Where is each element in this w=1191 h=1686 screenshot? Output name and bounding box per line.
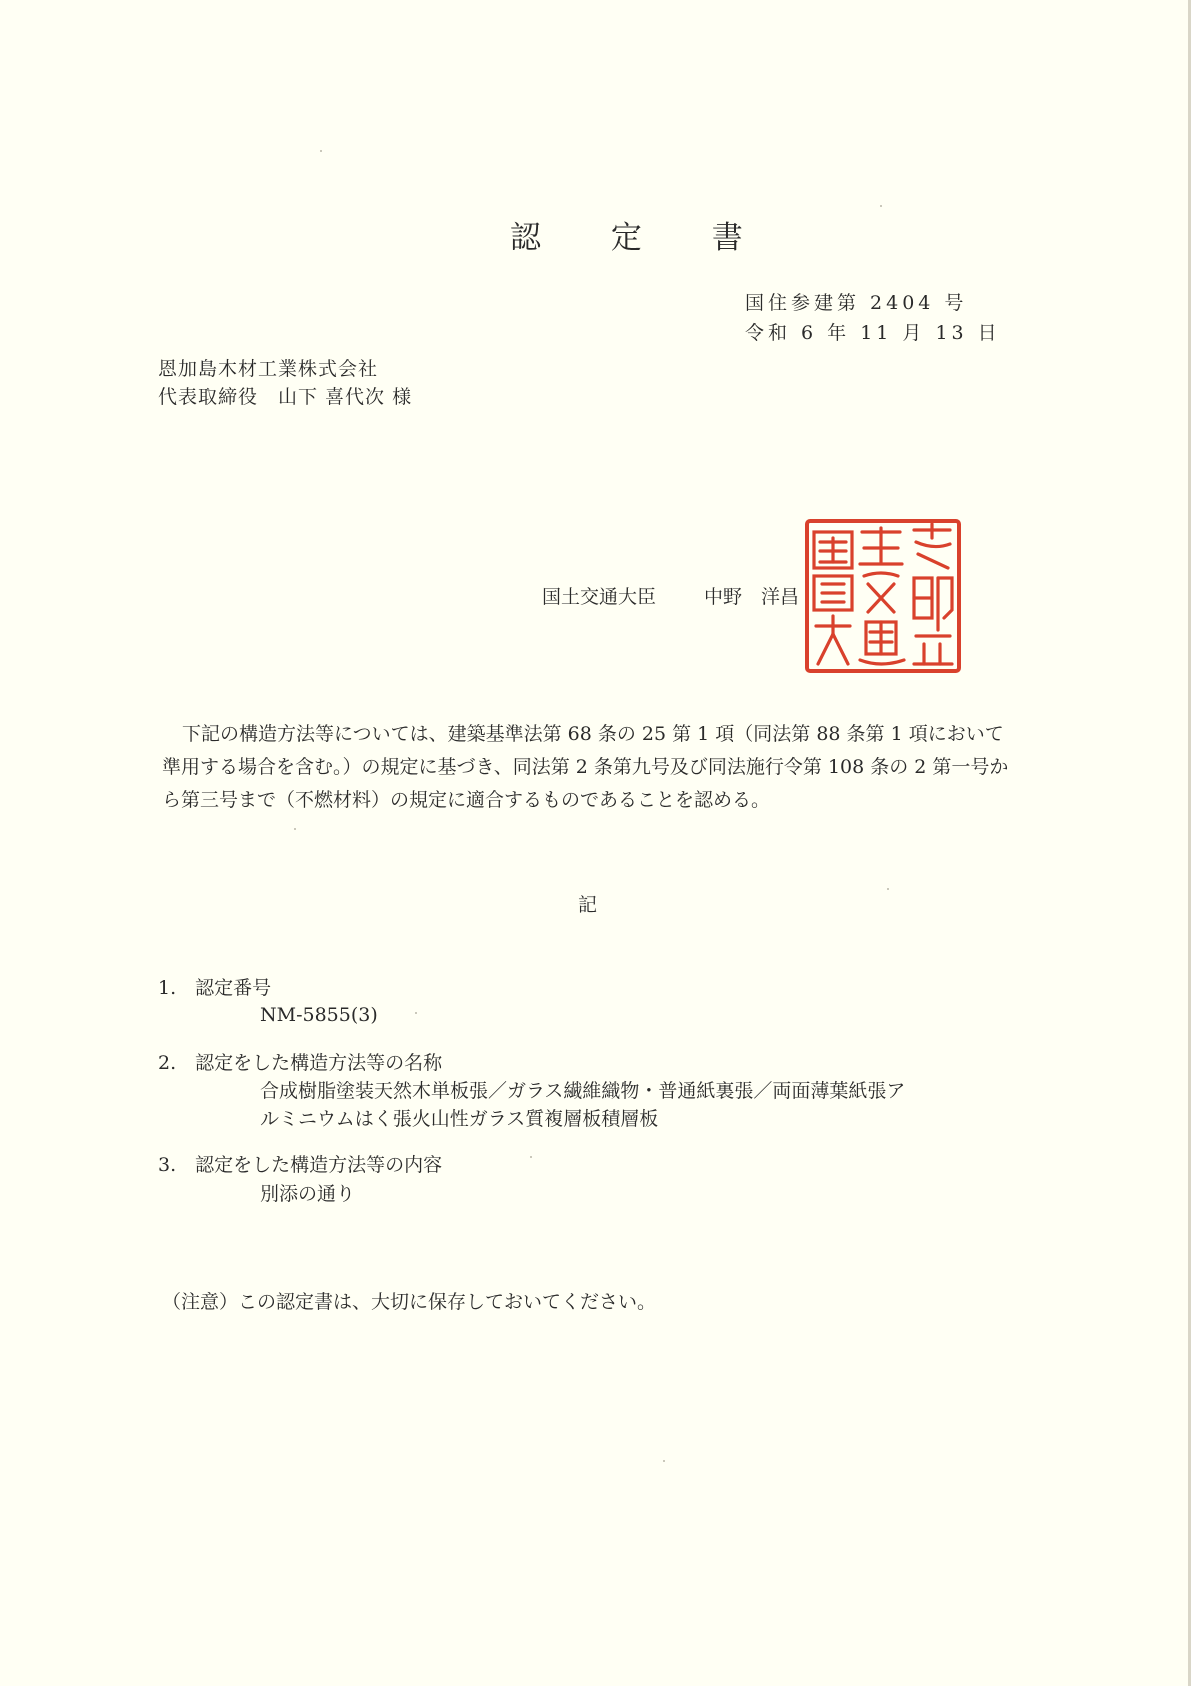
official-seal [804,518,962,674]
issuer-name: 中野 洋昌 [704,586,800,608]
scan-speck [294,828,296,830]
scan-speck [415,1012,417,1014]
scan-speck [887,888,889,890]
ki-marker: 記 [578,894,598,916]
scan-speck [320,150,322,152]
item-value: 別添の通り [260,1183,356,1205]
scan-speck [880,205,882,207]
document-title: 認 定 書 [510,220,773,256]
item-value: NM-5855(3) [260,1004,378,1026]
item-value: 合成樹脂塗装天然木単板張／ガラス繊維織物・普通紙裏張／両面薄葉紙張ア [260,1080,906,1102]
item-heading: 1. 認定番号 [158,977,272,999]
scan-speck [530,1156,532,1158]
issuer-title: 国土交通大臣 [542,586,657,608]
caution-note: （注意）この認定書は、大切に保存しておいてください。 [162,1291,657,1313]
item-heading: 3. 認定をした構造方法等の内容 [158,1154,443,1176]
recipient-company: 恩加島木材工業株式会社 [158,358,379,380]
reference-number: 国住参建第 2404 号 [745,292,968,314]
body-paragraph: 下記の構造方法等については、建築基準法第 68 条の 25 第 1 項（同法第 88 条第 1 項において準用する場合を含む。）の規定に基づき、同法第 2 条第九号及び同法施行令第 108 条の 2 第一号から第三号まで（不燃材料）の規定に適合するものであることを認める。 [162,723,1009,811]
scan-speck [663,1460,665,1462]
item-value: ルミニウムはく張火山性ガラス質複層板積層板 [260,1108,659,1130]
item-heading: 2. 認定をした構造方法等の名称 [158,1052,443,1074]
recipient-person: 代表取締役 山下 喜代次 様 [158,386,413,408]
issue-date: 令和 6 年 11 月 13 日 [745,322,1001,344]
issuer-line [542,582,799,609]
